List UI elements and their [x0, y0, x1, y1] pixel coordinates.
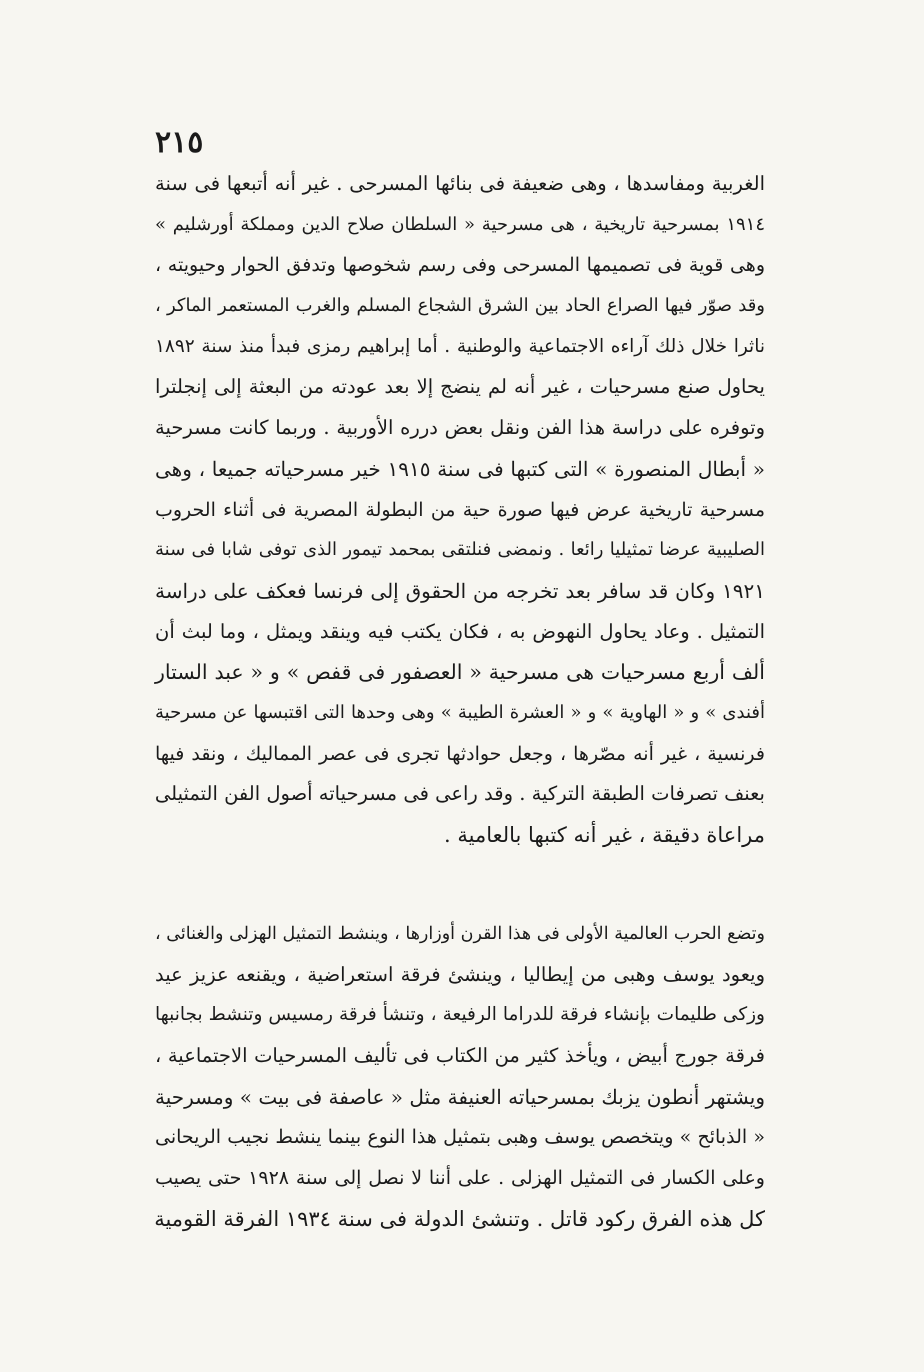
text-line: يحاول صنع مسرحيات ، غير أنه لم ينضج إلا بعد عودته من البعثة إلى إنجلترا — [155, 375, 765, 399]
page-number: ٢١٥ — [155, 125, 204, 160]
text-line: كل هذه الفرق ركود قاتل . وتنشئ الدولة فى سنة ١٩٣٤ الفرقة القومية — [154, 1206, 765, 1231]
text-line: وقد صوّر فيها الصراع الحاد بين الشرق الشجاع المسلم والغرب المستعمر الماكر ، — [155, 295, 765, 317]
text-line: مسرحية تاريخية عرض فيها صورة حية من البطولة المصرية فى أثناء الحروب — [155, 498, 765, 521]
text-line: بعنف تصرفات الطبقة التركية . وقد راعى فى مسرحياته أصول الفن التمثيلى — [154, 782, 765, 806]
text-line: الصليبية عرضا تمثيليا رائعا . ونمضى فنلتقى بمحمد تيمور الذى توفى شابا فى سنة — [155, 539, 765, 561]
paragraph-2 — [155, 914, 765, 1240]
text-line: ويشتهر أنطون يزبك بمسرحياته العنيفة مثل « عاصفة فى بيت » ومسرحية — [155, 1084, 765, 1109]
text-line: الغربية ومفاسدها ، وهى ضعيفة فى بنائها المسرحى . غير أنه أتبعها فى سنة — [155, 172, 765, 195]
text-line: ناثرا خلال ذلك آراءه الاجتماعية والوطنية . أما إبراهيم رمزى فبدأ منذ سنة ١٨٩٢ — [155, 335, 765, 357]
text-line: ألف أربع مسرحيات هى مسرحية « العصفور فى قفص » و « عبد الستار — [155, 660, 765, 685]
text-line: أفندى » و « الهاوية » و « العشرة الطيبة » وهى وحدها التى اقتبسها عن مسرحية — [155, 701, 765, 723]
text-line: وعلى الكسار فى التمثيل الهزلى . على أننا لا نصل إلى سنة ١٩٢٨ حتى يصيب — [155, 1167, 765, 1190]
text-line: فرنسية ، غير أنه مصّرها ، وجعل حوادثها تجرى فى عصر المماليك ، ونقد فيها — [155, 742, 765, 765]
text-line: « الذبائح » ويتخصص يوسف وهبى بتمثيل هذا النوع بينما ينشط نجيب الريحانى — [155, 1126, 765, 1149]
text-line: وتضع الحرب العالمية الأولى فى هذا القرن أوزارها ، وينشط التمثيل الهزلى والغنائى ، — [155, 924, 765, 944]
text-line: ١٩٢١ وكان قد سافر بعد تخرجه من الحقوق إلى فرنسا فعكف على دراسة — [155, 578, 765, 603]
text-line: ١٩١٤ بمسرحية تاريخية ، هى مسرحية « السلطان صلاح الدين ومملكة أورشليم » — [155, 213, 765, 235]
text-line: فرقة جورج أبيض ، ويأخذ كثير من الكتاب فى تأليف المسرحيات الاجتماعية ، — [155, 1044, 765, 1068]
text-line: « أبطال المنصورة » التى كتبها فى سنة ١٩١٥ خير مسرحياته جميعا ، وهى — [155, 456, 766, 481]
text-line: التمثيل . وعاد يحاول النهوض به ، فكان يكتب فيه وينقد ويمثل ، وما لبث أن — [155, 619, 765, 643]
text-line: وتوفره على دراسة هذا الفن ونقل بعض درره الأوربية . وربما كانت مسرحية — [155, 416, 765, 440]
paragraph-1 — [155, 164, 765, 856]
text-line: مراعاة دقيقة ، غير أنه كتبها بالعامية . — [444, 823, 765, 847]
text-line: ويعود يوسف وهبى من إيطاليا ، وينشئ فرقة استعراضية ، ويقنعه عزيز عيد — [155, 962, 765, 986]
text-line: وهى قوية فى تصميمها المسرحى وفى رسم شخوصها وتدفق الحوار وحيويته ، — [155, 254, 765, 277]
text-line: وزكى طليمات بإنشاء فرقة للدراما الرفيعة ، وتنشأ فرقة رمسيس وتنشط بجانبها — [155, 1004, 765, 1026]
